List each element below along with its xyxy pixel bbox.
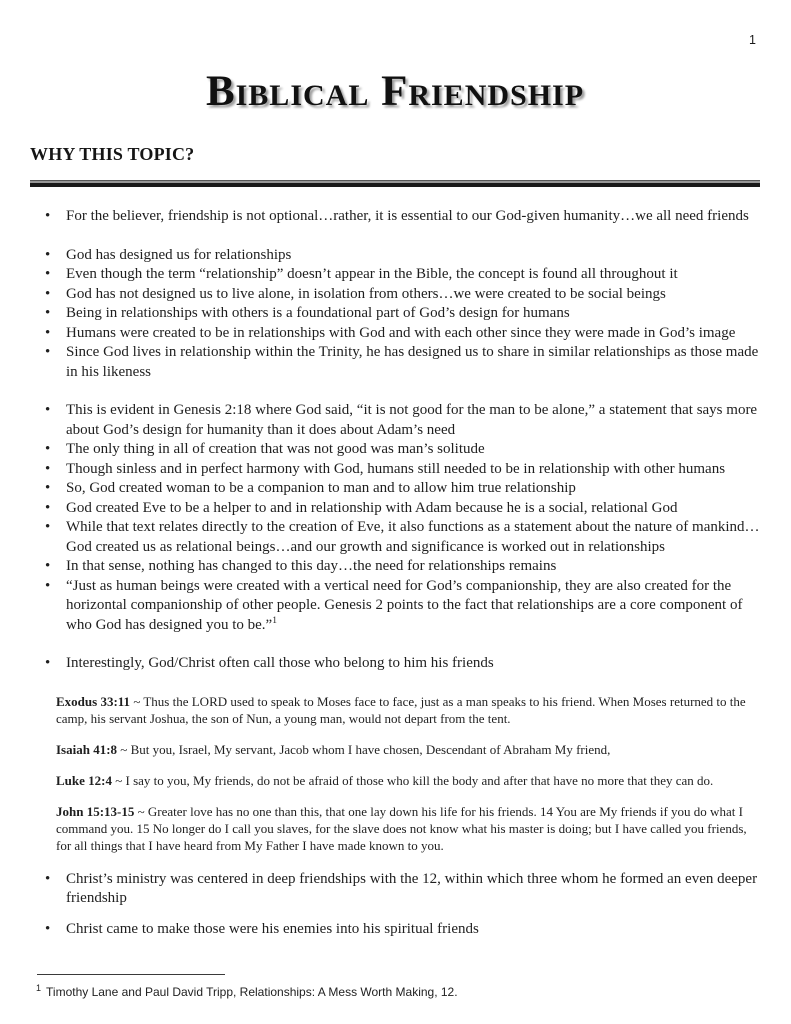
scripture-paragraph (56, 772, 760, 789)
page-number: 1 (749, 33, 756, 47)
bullet-item (40, 440, 760, 460)
heading-rule (30, 180, 760, 187)
bullet-text: Interestingly, God/Christ often call those who belong to him his friends (66, 655, 494, 672)
bullet-text: In that sense, nothing has changed to this day…the need for relationships remains (66, 558, 557, 575)
footnote-reference: 1 (272, 615, 277, 626)
bullet-text: Though sinless and in perfect harmony with God, humans still needed to be in relationship with other humans (66, 460, 726, 477)
bullet-item (40, 207, 760, 227)
bullet-text: Christ’s ministry was centered in deep friendships with the 12, within which three whom he formed an even deeper friendship (66, 870, 758, 907)
scripture-paragraph (56, 741, 760, 758)
bullet-text: God has not designed us to live alone, in isolation from others…we were created to be social beings (66, 285, 666, 302)
section-heading: WHY THIS TOPIC? (30, 144, 195, 165)
footnote-marker: 1 (36, 983, 42, 993)
bullet-text: While that text relates directly to the creation of Eve, it also functions as a statement about the nature of mankind…God created us as relational beings…and our growth and significance is worked out in relationships (66, 519, 760, 555)
bullet-text: The only thing in all of creation that was not good was man’s solitude (66, 441, 485, 458)
scripture-quotes (56, 693, 760, 854)
closing-bullet-group-1 (40, 870, 760, 909)
scripture-reference: Luke 12:4 (56, 772, 112, 788)
bullet-text: Since God lives in relationship within the Trinity, he has designed us to share in similar relationships as those made in his likeness (66, 344, 759, 380)
bullet-group-1 (40, 207, 760, 227)
scripture-reference: Isaiah 41:8 (56, 741, 118, 757)
bullet-item (40, 499, 760, 519)
scripture-reference: Exodus 33:11 (56, 693, 131, 709)
bullet-group-4 (40, 654, 760, 674)
bullet-item (40, 304, 760, 324)
footnote-text: Timothy Lane and Paul David Tripp, Relationships: A Mess Worth Making, 12. (46, 985, 458, 999)
bullet-item (40, 324, 760, 344)
bullet-text: God has designed us for relationships (66, 246, 292, 263)
quote-text: “Just as human beings were created with a vertical need for God’s companionship, they are also created for the horizontal companionship of other people. Genesis 2 points to the fact that relationships are a core component of who God has designed you to be.” (66, 577, 743, 633)
bullet-item (40, 654, 760, 674)
bullet-item (40, 285, 760, 305)
footnote (36, 974, 458, 1000)
quote-bullet (40, 577, 760, 636)
scripture-paragraph (56, 693, 760, 727)
scripture-reference: John 15:13-15 (56, 803, 135, 819)
bullet-item (40, 870, 760, 909)
bullet-text: Even though the term “relationship” doesn’t appear in the Bible, the concept is found all throughout it (66, 266, 678, 283)
scripture-text: ~ I say to you, My friends, do not be afraid of those who kill the body and after that have no more that they can do. (115, 772, 714, 788)
bullet-item (40, 557, 760, 577)
bullet-item (40, 518, 760, 557)
bullet-text: This is evident in Genesis 2:18 where God said, “it is not good for the man to be alone,” a statement that says more about God’s design for humanity than it does about Adam’s need (66, 402, 758, 438)
scripture-paragraph (56, 803, 760, 854)
scripture-text: ~ But you, Israel, My servant, Jacob whom I have chosen, Descendant of Abraham My friend, (120, 741, 611, 757)
bullet-text: For the believer, friendship is not optional…rather, it is essential to our God-given humanity…we all need friends (66, 208, 749, 225)
bullet-group-2 (40, 246, 760, 383)
bullet-text: Christ came to make those were his enemies into his spiritual friends (66, 920, 479, 937)
bullet-item (40, 479, 760, 499)
bullet-group-3 (40, 401, 760, 635)
closing-bullet-group-2 (40, 920, 760, 940)
scripture-text: ~ Thus the LORD used to speak to Moses face to face, just as a man speaks to his friend. When Moses returned to the camp, his servant Joshua, the son of Nun, a young man, would not depart from the tent. (56, 693, 746, 726)
footnote-separator (37, 974, 225, 975)
scripture-text: ~ Greater love has no one than this, that one lay down his life for his friends. 14 You are My friends if you do what I command you. 15 No longer do I call you slaves, for the slave does not know what his master is doing; but I have called you friends, for all things that I have heard from My Father I have made known to you. (56, 803, 747, 853)
bullet-item (40, 920, 760, 940)
document-body (30, 207, 760, 939)
bullet-text: Humans were created to be in relationships with God and with each other since they were made in God’s image (66, 324, 736, 341)
bullet-item (40, 246, 760, 266)
bullet-item (40, 265, 760, 285)
bullet-item (40, 343, 760, 382)
bullet-item (40, 401, 760, 440)
bullet-text: God created Eve to be a helper to and in relationship with Adam because he is a social, relational God (66, 499, 678, 516)
bullet-text: So, God created woman to be a companion to man and to allow him true relationship (66, 480, 576, 497)
document-title: Biblical Friendship (205, 68, 585, 115)
bullet-item (40, 460, 760, 480)
bullet-text: Being in relationships with others is a foundational part of God’s design for humans (66, 305, 570, 322)
